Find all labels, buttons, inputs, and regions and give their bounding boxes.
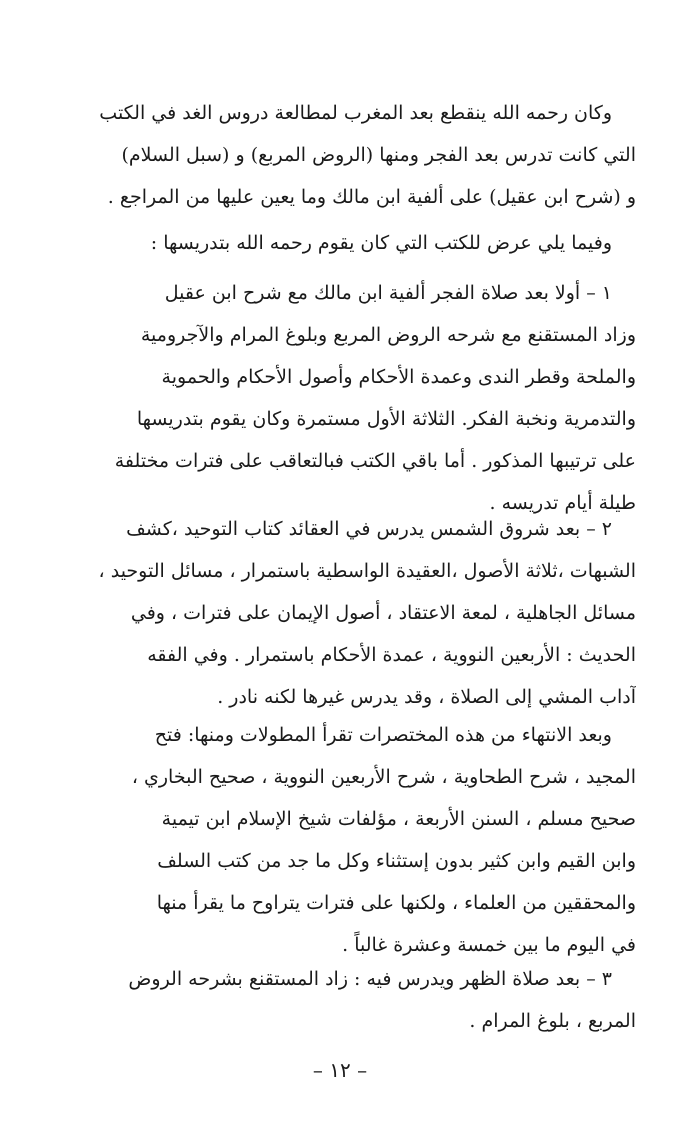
text-line: مسائل الجاهلية ، لمعة الاعتقاد ، أصول الإيمان على فترات ، وفي	[130, 602, 636, 624]
paragraph-intro-list	[46, 222, 636, 264]
text-line: وبعد الانتهاء من هذه المختصرات تقرأ المطولات ومنها: فتح	[154, 724, 612, 746]
text-line: و (شرح ابن عقيل) على ألفية ابن مالك وما يعين عليها من المراجع .	[107, 186, 636, 208]
text-line: وزاد المستقنع مع شرحه الروض المربع وبلوغ المرام والآجرومية	[140, 324, 636, 346]
text-line: وفيما يلي عرض للكتب التي كان يقوم رحمه الله بتدريسها :	[150, 232, 612, 254]
text-line: ٢ – بعد شروق الشمس يدرس في العقائد كتاب التوحيد ،كشف	[126, 518, 612, 540]
text-line: صحيح مسلم ، السنن الأربعة ، مؤلفات شيخ الإسلام ابن تيمية	[161, 808, 636, 830]
text-line: المجيد ، شرح الطحاوية ، شرح الأربعين النووية ، صحيح البخاري ،	[131, 766, 636, 788]
text-line: ١ – أولا بعد صلاة الفجر ألفية ابن مالك مع شرح ابن عقيل	[164, 282, 612, 304]
paragraph-item-3	[46, 958, 636, 1042]
paragraph-item-2	[46, 508, 636, 718]
text-line: ٣ – بعد صلاة الظهر ويدرس فيه : زاد المستقنع بشرحه الروض	[128, 968, 612, 990]
page-number: – ١٢ –	[312, 1058, 368, 1082]
text-line: وكان رحمه الله ينقطع بعد المغرب لمطالعة دروس الغد في الكتب	[99, 102, 612, 124]
text-line: آداب المشي إلى الصلاة ، وقد يدرس غيرها لكنه نادر .	[217, 686, 636, 708]
paragraph-item-1	[46, 272, 636, 524]
text-line: الشبهات ،ثلاثة الأصول ،العقيدة الواسطية باستمرار ، مسائل التوحيد ،	[98, 560, 636, 582]
text-line: الحديث : الأربعين النووية ، عمدة الأحكام باستمرار . وفي الفقه	[147, 644, 636, 666]
paragraph-study-routine	[46, 92, 636, 218]
text-line: والملحة وقطر الندى وعمدة الأحكام وأصول الأحكام والحموية	[161, 366, 636, 388]
text-line: طيلة أيام تدريسه .	[489, 492, 636, 514]
text-line: والتدمرية ونخبة الفكر. الثلاثة الأول مستمرة وكان يقوم بتدريسها	[136, 408, 636, 430]
text-line: المربع ، بلوغ المرام .	[469, 1010, 636, 1032]
text-line: وابن القيم وابن كثير بدون إستثناء وكل ما جد من كتب السلف	[157, 850, 636, 872]
text-line: على ترتيبها المذكور . أما باقي الكتب فبالتعاقب على فترات مختلفة	[114, 450, 636, 472]
text-line: التي كانت تدرس بعد الفجر ومنها (الروض المربع) و (سبل السلام)	[121, 144, 636, 166]
text-line: والمحققين من العلماء ، ولكنها على فترات يتراوح ما يقرأ منها	[156, 892, 636, 914]
text-line: في اليوم ما بين خمسة وعشرة غالباً .	[342, 934, 636, 956]
paragraph-long-works	[46, 714, 636, 966]
